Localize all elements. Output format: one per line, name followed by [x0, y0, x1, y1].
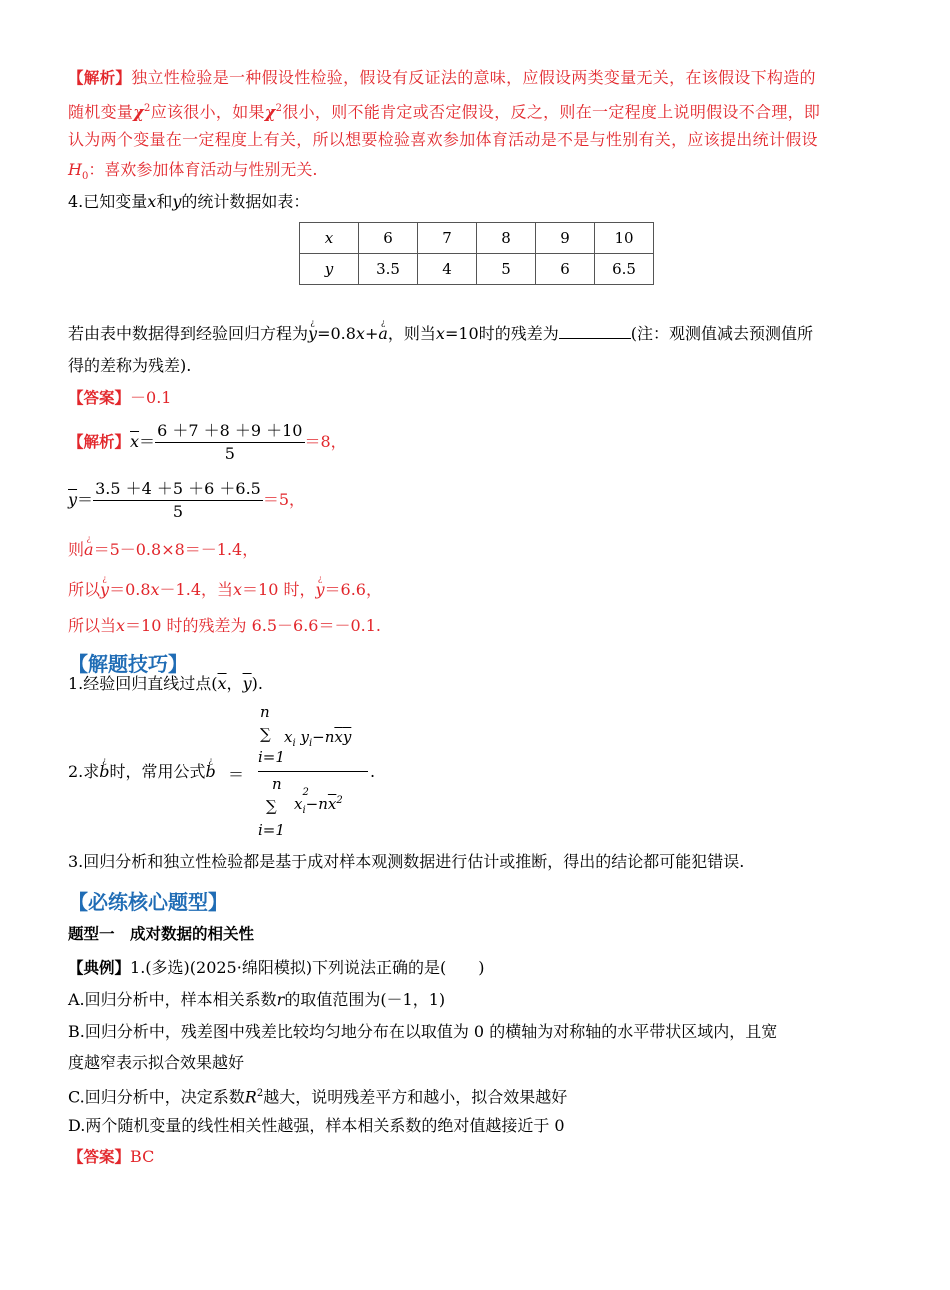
- equals-sign: ＝: [228, 765, 245, 784]
- tip-2: 2.求¿ b时，常用公式¿ b: [68, 762, 216, 782]
- question-4-stem-cont: 得的差称为残差).: [68, 356, 192, 375]
- option-b-line-1: B.回归分析中，残差图中残差比较均匀地分布在以取值为 0 的横轴为对称轴的水平带状区域内，且宽: [68, 1022, 778, 1041]
- analysis2-xbar: 【解析】$\overline{x}=$ $\frac{6 +7 +8 +9 +10}{5}$ ＝8，: [68, 421, 347, 463]
- table-cell: y: [300, 254, 359, 285]
- option-d: D.两个随机变量的线性相关性越强，样本相关系数的绝对值越接近于 0: [68, 1116, 565, 1135]
- type-1-title: 题型一 成对数据的相关性: [68, 925, 255, 943]
- table-cell: 6: [536, 254, 595, 285]
- table-cell: 3.5: [359, 254, 418, 285]
- table-cell: 7: [418, 223, 477, 254]
- analysis2-line-4: 所以¿ y＝0.8x－1.4，当x＝10 时，¿ y＝6.6，: [68, 580, 382, 600]
- table-cell: 6: [359, 223, 418, 254]
- ybar-fraction: $\frac{3.5 +4 +5 +6 +6.5}{5}$: [95, 479, 261, 521]
- analysis-line-3: 认为两个变量在一定程度上有关，所以想要检验喜欢参加体育活动是不是与性别有关，应该提出统计假设: [68, 130, 818, 149]
- tip-1: 1.经验回归直线过点($\overline{x}$，$\overline{y}$).: [68, 674, 263, 693]
- analysis-line-1: 【解析】独立性检验是一种假设性检验，假设有反证法的意味，应假设两类变量无关，在该假设下构造的: [68, 68, 816, 87]
- answer-2: 【答案】BC: [68, 1147, 155, 1166]
- data-table: [299, 222, 654, 285]
- table-row-x: [300, 223, 654, 254]
- table-cell: 10: [595, 223, 654, 254]
- answer-1: 【答案】－0.1: [68, 388, 172, 407]
- formula-period: .: [370, 762, 376, 781]
- analysis2-ybar: $\overline{y}=$ $\frac{3.5 +4 +5 +6 +6.5}{5}$ ＝5，: [68, 479, 306, 521]
- analysis-line-4: $H_0$：喜欢参加体育活动与性别无关.: [68, 160, 318, 183]
- analysis2-line-3: 则¿ a＝5－0.8×8＝－1.4，: [68, 540, 258, 560]
- example-stem: 【典例】1.(多选)(2025·绵阳模拟)下列说法正确的是( ): [68, 958, 485, 977]
- question-4-intro: 4.已知变量x和y的统计数据如表：: [68, 192, 310, 211]
- tip-3: 3.回归分析和独立性检验都是基于成对样本观测数据进行估计或推断，得出的结论都可能犯错误.: [68, 852, 745, 871]
- table-cell: x: [300, 223, 359, 254]
- denominator-expr: x 2 $_i-n\overline{x}^2$: [294, 787, 343, 816]
- xbar-fraction: $\frac{6 +7 +8 +9 +10}{5}$: [157, 421, 303, 463]
- answer-blank: [559, 324, 631, 339]
- core-heading: 【必练核心题型】: [68, 890, 228, 914]
- option-c: C.回归分析中，决定系数$R^2$越大，说明残差平方和越小，拟合效果越好: [68, 1087, 568, 1107]
- table-row-y: [300, 254, 654, 285]
- question-4-stem: 若由表中数据得到经验回归方程为¿ y=0.8x+¿ a，则当x=10时的残差为 (注：观测值减去预测值所: [68, 324, 813, 344]
- numerator-expr: $x_i$ $y_i-n\overline{x}\overline{y}$: [284, 728, 352, 749]
- table-cell: 9: [536, 223, 595, 254]
- analysis-line-2: 随机变量$\chi^2$应该很小，如果$\chi^2$很小，则不能肯定或否定假设，反之，则在一定程度上说明假设不合理，即: [68, 102, 821, 122]
- fraction-bar: [258, 771, 368, 772]
- analysis2-line-5: 所以当x＝10 时的残差为 6.5－6.6＝－0.1.: [68, 616, 382, 635]
- table-cell: 6.5: [595, 254, 654, 285]
- table-cell: 4: [418, 254, 477, 285]
- table-cell: 8: [477, 223, 536, 254]
- bhat-formula: n ∑ $x_i$ $y_i-n\overline{x}\overline{y}$ i=1 n ∑ x 2 $_i-n\overline{x}^2$ i=1: [258, 703, 370, 843]
- tips-heading: 【解题技巧】: [68, 652, 188, 676]
- table-cell: 5: [477, 254, 536, 285]
- analysis-tag: 【解析】: [68, 69, 132, 87]
- option-b-line-2: 度越窄表示拟合效果越好: [68, 1053, 245, 1072]
- option-a: A.回归分析中，样本相关系数r的取值范围为(－1，1): [68, 990, 446, 1009]
